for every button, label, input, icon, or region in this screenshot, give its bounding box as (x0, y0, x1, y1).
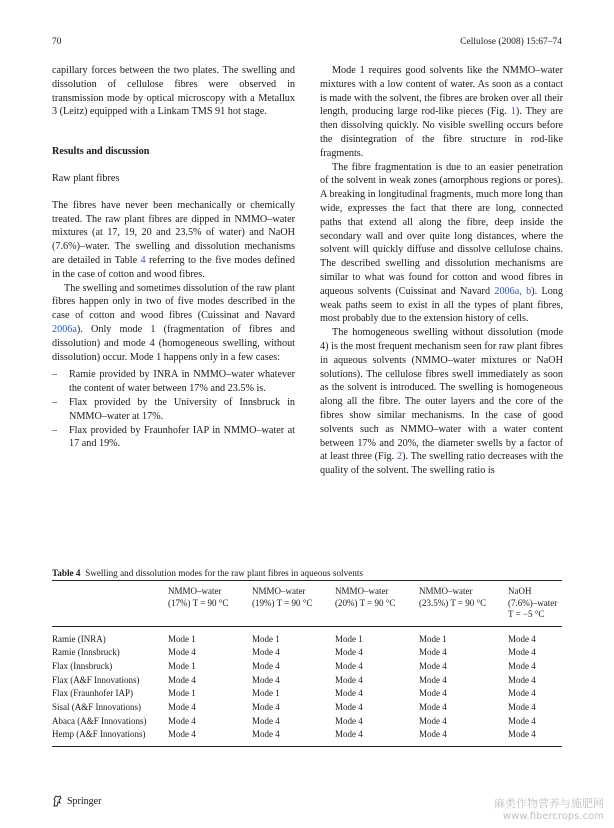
column-header (335, 581, 419, 627)
watermark-url: www.fibercrops.com (502, 811, 604, 822)
mode-cell: Mode 4 (252, 729, 280, 740)
springer-horse-icon (52, 795, 63, 807)
column-header (508, 581, 562, 627)
mode-cell: Mode 4 (335, 674, 363, 685)
table-reference-link[interactable]: 4 (140, 254, 146, 266)
list-item-text: Flax provided by the University of Innsbruck in NMMO–water at 17%. (69, 396, 295, 422)
column-header-line: NMMO–water (335, 586, 389, 596)
mode-cell: Mode 1 (168, 688, 196, 699)
row-label-cell: Hemp (A&F Innovations) (52, 729, 146, 740)
paragraph-text: ). Long weak paths seem to exist in all the types of plant fibres, most probably due to the extension history of cells. (320, 285, 563, 325)
figure-reference-link[interactable]: 2 (396, 451, 403, 463)
figure-reference-link[interactable]: 1 (510, 106, 516, 118)
mode-cell: Mode 4 (419, 701, 447, 712)
paragraph-text: The homogeneous swelling without dissolution (mode 4) is the most frequent mechanism seen for raw plant fibres in aqueous solvents (NMMO–water mixtures or NaOH solutions). The cellulose fibres swell immediately as soon as the solvent is introduced. The swelling is homogeneous along all the fibre. The outer layers and the core of the fibres show similar mechanisms. In the case of good solvents such as NMMO–water with a water content between 17% and 20%, the diameter swells by a factor of at least three (Fig. (320, 327, 563, 463)
mode-cell: Mode 4 (168, 715, 196, 726)
paragraph-text: ). They are then dissolving quickly. No visible swelling occurs before the disintegration of the fibre structure in rod-like fragments. (320, 106, 563, 159)
citation-link[interactable]: 2006a (52, 323, 77, 335)
mode-cell: Mode 4 (508, 660, 536, 671)
table-caption-label: Table 4 (52, 568, 81, 578)
column-header-line: T = −5 °C (508, 609, 545, 619)
paragraph-fibres-untreated (52, 199, 295, 282)
mode-cell: Mode 4 (419, 674, 447, 685)
paragraph-mode1 (320, 64, 563, 161)
paragraph-text: The fibre fragmentation is due to an easier penetration of the solvent in weak zones (amorphous regions or pores). A breaking in longitudinal fragments, much more long than wide, expresses the fact that there are long, connected paths that extend all along the fibre, deep inside the secondary wall and over quite long distances, where the solvent will quickly diffuse and dissolve cellulose chains. The described swelling and dissolution mechanisms are similar to what was found for cotton and wood fibres in aqueous solvents (Cuissinat and Navard (320, 161, 563, 297)
column-header-line: (23.5%) T = 90 °C (419, 597, 487, 608)
column-header-line: (17%) T = 90 °C (168, 597, 229, 608)
mode-cell: Mode 1 (168, 660, 196, 671)
mode-cell: Mode 1 (419, 633, 447, 644)
mode-cell: Mode 4 (168, 729, 196, 740)
subsection-heading: Raw plant fibres (52, 172, 120, 184)
intro-paragraph: capillary forces between the two plates. The swelling and dissolution of cellulose fibres were observed in transmission mode by optical microscopy with a Metallux 3 (Leitz) equipped with a Linkam TMS 91 hot stage. (52, 65, 295, 118)
list-item (52, 396, 295, 424)
table-row (52, 702, 562, 716)
list-item (52, 424, 295, 452)
paragraph-swelling-modes (52, 282, 295, 365)
mode-cell: Mode 4 (335, 715, 363, 726)
paragraph-text: ). The swelling ratio decreases with the quality of the solvent. The swelling ratio is (320, 451, 563, 477)
footer (52, 795, 101, 807)
swelling-modes-table (52, 580, 562, 747)
mode-cell: Mode 4 (168, 701, 196, 712)
paragraph-text: The fibres have never been mechanically or chemically treated. The raw plant fibres are dipped in NMMO–water mixtures (at 17, 19, 20 and 23.5% of water) and NaOH (7.6%)–water. The swelling and dissolution mechanisms are detailed in Table (52, 199, 295, 266)
paragraph-fragmentation (320, 161, 563, 327)
mode-cell: Mode 1 (252, 688, 280, 699)
mode-cell: Mode 1 (335, 633, 363, 644)
bullet-dash: – (52, 369, 58, 381)
row-label-cell: Flax (Innsbruck) (52, 660, 113, 671)
mode-cell: Mode 4 (508, 688, 536, 699)
mode-cell: Mode 4 (335, 729, 363, 740)
column-header (252, 581, 335, 627)
mode-cell: Mode 4 (419, 729, 447, 740)
mode-cell: Mode 4 (252, 647, 280, 658)
mode-cell: Mode 4 (335, 660, 363, 671)
publisher-name: Springer (67, 795, 102, 807)
paragraph-text: referring to the five modes defined in the case of cotton and wood fibres. (52, 254, 295, 280)
mode-cell: Mode 1 (252, 633, 280, 644)
row-label-cell: Flax (A&F Innovations) (52, 674, 140, 685)
table-row (52, 716, 562, 730)
mode-cell: Mode 4 (419, 688, 447, 699)
watermark (494, 795, 604, 822)
mode-cell: Mode 4 (168, 674, 196, 685)
page-number: 70 (52, 37, 62, 47)
table-row (52, 688, 562, 702)
table-row (52, 626, 562, 647)
mode-cell: Mode 4 (508, 633, 536, 644)
row-label-cell: Flax (Fraunhofer IAP) (52, 688, 133, 699)
column-header-line: NaOH (508, 586, 532, 596)
paragraph-text: The swelling and sometimes dissolution of the raw plant fibres happen only in two of five modes described in the case of cotton and wood fibres (Cuissinat and Navard (52, 282, 295, 322)
row-label-cell: Abaca (A&F Innovations) (52, 715, 147, 726)
mode-cell: Mode 4 (335, 701, 363, 712)
paragraph-homogeneous-swelling (320, 326, 563, 478)
column-header (168, 581, 252, 627)
column-header-line: NMMO–water (168, 586, 222, 596)
table-row (52, 675, 562, 689)
mode-cell: Mode 4 (419, 660, 447, 671)
mode-cell: Mode 4 (508, 701, 536, 712)
mode-cell: Mode 4 (252, 715, 280, 726)
section-heading: Results and discussion (52, 146, 150, 158)
list-item (52, 368, 295, 396)
list-item-text: Flax provided by Fraunhofer IAP in NMMO–water at 17 and 19%. (69, 424, 295, 450)
mode-cell: Mode 4 (419, 647, 447, 658)
mode-cell: Mode 4 (252, 701, 280, 712)
mode-cell: Mode 4 (508, 647, 536, 658)
column-header-line: NMMO–water (252, 586, 306, 596)
column-header-line: (7.6%)–water (508, 597, 558, 608)
mode1-case-list (52, 368, 295, 451)
mode-cell: Mode 4 (508, 715, 536, 726)
row-label-cell: Ramie (Innsbruck) (52, 647, 120, 658)
mode-cell: Mode 4 (419, 715, 447, 726)
bullet-dash: – (52, 396, 58, 408)
citation-link[interactable]: 2006a, b (494, 285, 532, 297)
table-caption-text: Swelling and dissolution modes for the raw plant fibres in aqueous solvents (85, 568, 363, 578)
mode-cell: Mode 4 (252, 674, 280, 685)
paragraph-text: Mode 1 requires good solvents like the NMMO–water mixtures with a low content of water. As soon as a contact is made with the solvent, the fibres are broken over all their length, producing large rod-like pieces (Fig. (320, 65, 563, 118)
row-label-cell: Ramie (INRA) (52, 633, 106, 644)
column-header (52, 581, 168, 627)
mode-cell: Mode 4 (168, 647, 196, 658)
column-header-line: NMMO–water (419, 586, 473, 596)
table-row (52, 661, 562, 675)
column-header-line: (19%) T = 90 °C (252, 597, 313, 608)
table-row (52, 729, 562, 746)
mode-cell: Mode 4 (508, 729, 536, 740)
list-item-text: Ramie provided by INRA in NMMO–water whatever the content of water between 17% and 23.5% is. (69, 369, 295, 395)
mode-cell: Mode 4 (508, 674, 536, 685)
mode-cell: Mode 1 (168, 633, 196, 644)
right-column (320, 64, 563, 478)
row-label-cell: Sisal (A&F Innovations) (52, 701, 141, 712)
mode-cell: Mode 4 (252, 660, 280, 671)
mode-cell: Mode 4 (335, 688, 363, 699)
bullet-dash: – (52, 424, 58, 436)
paragraph-text: ). Only mode 1 (fragmentation of fibres and dissolution) and mode 4 (homogeneous swelling, without dissolution) occur. Mode 1 happens only in a few cases: (52, 323, 295, 363)
watermark-title: 麻类作物营养与施肥网 (494, 797, 604, 810)
table-row (52, 647, 562, 661)
column-header-line: (20%) T = 90 °C (335, 597, 396, 608)
left-column (52, 64, 295, 451)
column-header (419, 581, 508, 627)
table-header-row (52, 581, 562, 627)
running-header: Cellulose (2008) 15:67–74 (460, 37, 562, 47)
table-caption (52, 568, 363, 578)
mode-cell: Mode 4 (335, 647, 363, 658)
